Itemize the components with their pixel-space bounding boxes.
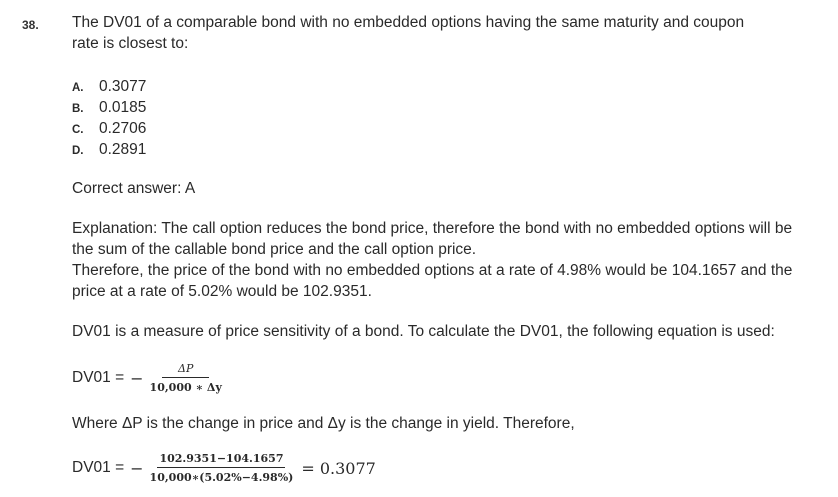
- option-a[interactable]: [72, 76, 146, 97]
- formula-minus: −: [130, 458, 144, 478]
- formula-numerator: 102.9351−104.1657: [157, 452, 285, 468]
- dv01-formula: [72, 362, 224, 394]
- formula-label: DV01 =: [72, 369, 125, 386]
- option-c[interactable]: [72, 118, 146, 139]
- dv01-intro: DV01 is a measure of price sensitivity of a bond. To calculate the DV01, the following equation is used:: [72, 323, 775, 340]
- question-text: The DV01 of a comparable bond with no embedded options having the same maturity and coupon rate is closest to:: [72, 14, 745, 52]
- option-letter: B.: [72, 103, 84, 115]
- formula-label: DV01 =: [72, 459, 125, 476]
- option-value: 0.3077: [99, 78, 147, 95]
- option-value: 0.2706: [99, 120, 147, 137]
- explanation-paragraph-1: Explanation: The call option reduces the bond price, therefore the bond with no embedded options will be the sum of the callable bond price and the call option price.: [72, 220, 793, 258]
- question-number: 38.: [22, 18, 39, 32]
- correct-answer: Correct answer: A: [72, 180, 196, 197]
- option-letter: C.: [72, 124, 84, 136]
- formula-minus: −: [130, 368, 144, 388]
- option-value: 0.2891: [99, 141, 147, 158]
- answer-options: [72, 76, 146, 160]
- formula-fraction: [148, 362, 224, 394]
- formula-denominator: 10,000∗(5.02%−4.98%): [149, 471, 294, 484]
- option-d[interactable]: [72, 139, 146, 160]
- explanation-paragraph-2: Therefore, the price of the bond with no embedded options at a rate of 4.98% would be 104.1657 and the price at a rate of 5.02% would be 102.9351.: [72, 262, 793, 300]
- formula-fraction: [148, 452, 296, 484]
- where-text: Where ΔP is the change in price and Δy is the change in yield. Therefore,: [72, 415, 575, 432]
- option-letter: D.: [72, 145, 84, 157]
- dv01-calculation: [72, 452, 376, 484]
- explanation: [72, 218, 802, 302]
- option-letter: A.: [72, 82, 84, 94]
- formula-numerator: ΔP: [162, 362, 209, 378]
- formula-result: = 0.3077: [301, 458, 376, 478]
- option-b[interactable]: [72, 97, 146, 118]
- formula-denominator: 10,000 ∗ Δy: [149, 381, 222, 394]
- option-value: 0.0185: [99, 99, 147, 116]
